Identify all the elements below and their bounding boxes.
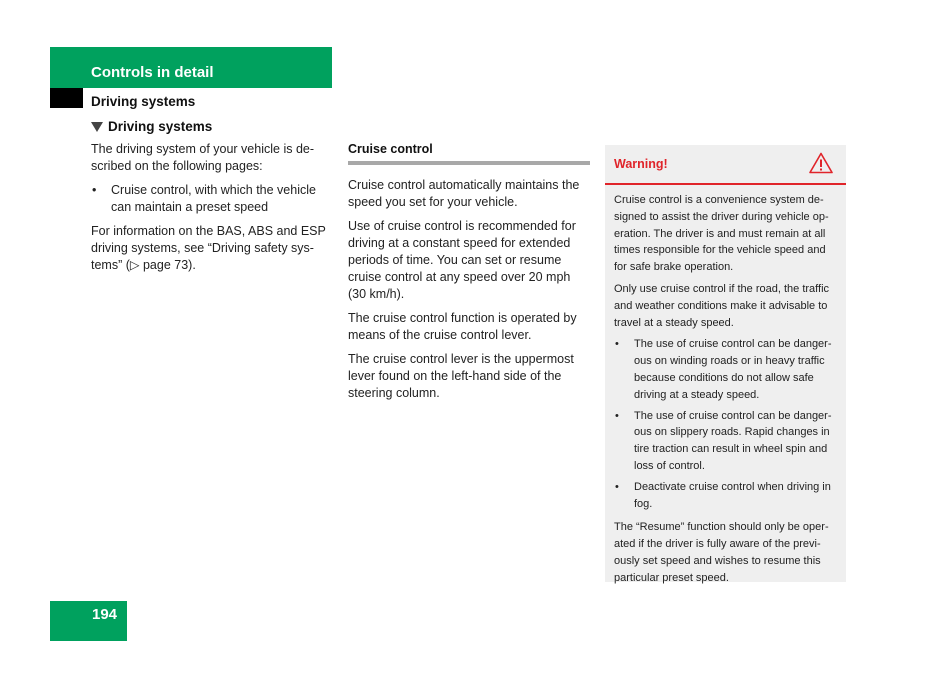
paragraph: The cruise control function is operated by means of the cruise control lever. xyxy=(348,311,577,342)
warning-box xyxy=(605,145,846,582)
header-band xyxy=(50,47,332,88)
warning-triangle-icon xyxy=(809,152,833,174)
list-item xyxy=(614,479,838,513)
reference-paragraph: For information on the BAS, ABS and ESP driving systems, see “Driving safety sys-tems” (▷ page 73). xyxy=(91,224,326,272)
bullet-icon: • xyxy=(615,338,619,351)
warning-label: Warning! xyxy=(614,157,668,171)
left-bullet-list xyxy=(91,182,331,216)
bullet-icon: • xyxy=(615,409,619,422)
chapter-title: Controls in detail xyxy=(91,64,214,81)
list-item xyxy=(614,408,838,475)
paragraph: Use of cruise control is recommended for driving at a constant speed for extended periods of time. You can set or resume cruise control at any speed over 20 mph (30 km/h). xyxy=(348,219,576,301)
subheading-text: Driving systems xyxy=(108,119,213,134)
warning-bullet-list xyxy=(614,336,838,512)
subheading xyxy=(91,118,331,135)
list-item xyxy=(91,182,331,216)
page-number: 194 xyxy=(92,606,118,623)
page-number-band xyxy=(50,601,127,641)
warning-body xyxy=(605,185,846,587)
triangle-down-icon xyxy=(91,122,103,132)
paragraph: The cruise control lever is the uppermost lever found on the left-hand side of the steering column. xyxy=(348,352,574,400)
warning-header xyxy=(605,145,846,185)
middle-column xyxy=(348,141,590,409)
warning-paragraph: Cruise control is a convenience system de-signed to assist the driver during vehicle op-eration. The driver is and must remain at all times responsible for the vehicle speed and for safe brake operation. xyxy=(614,194,829,274)
list-item-text: The use of cruise control can be danger-ous on winding roads or in heavy traffic because conditions do not allow safe driving at a steady speed. xyxy=(634,338,832,401)
list-item-text: Cruise control, with which the vehicle can maintain a preset speed xyxy=(111,183,316,214)
section-title: Driving systems xyxy=(91,94,196,109)
section-marker xyxy=(50,88,83,108)
paragraph: Cruise control automatically maintains the speed you set for your vehicle. xyxy=(348,178,580,209)
warning-closing: The “Resume” function should only be oper-ated if the driver is fully aware of the previ-ously set speed and wishes to resume this particular preset speed. xyxy=(614,521,829,584)
left-column xyxy=(91,118,331,281)
bullet-icon: • xyxy=(92,183,97,197)
list-item xyxy=(614,336,838,403)
cruise-control-title: Cruise control xyxy=(348,141,590,165)
list-item-text: Deactivate cruise control when driving in fog. xyxy=(634,480,831,510)
bullet-icon: • xyxy=(615,480,619,493)
list-item-text: The use of cruise control can be danger-ous on slippery roads. Rapid changes in tire traction can result in wheel spin and loss of control. xyxy=(634,409,832,472)
intro-paragraph: The driving system of your vehicle is de-scribed on the following pages: xyxy=(91,142,315,173)
warning-paragraph: Only use cruise control if the road, the traffic and weather conditions make it advisable to travel at a steady speed. xyxy=(614,282,830,329)
